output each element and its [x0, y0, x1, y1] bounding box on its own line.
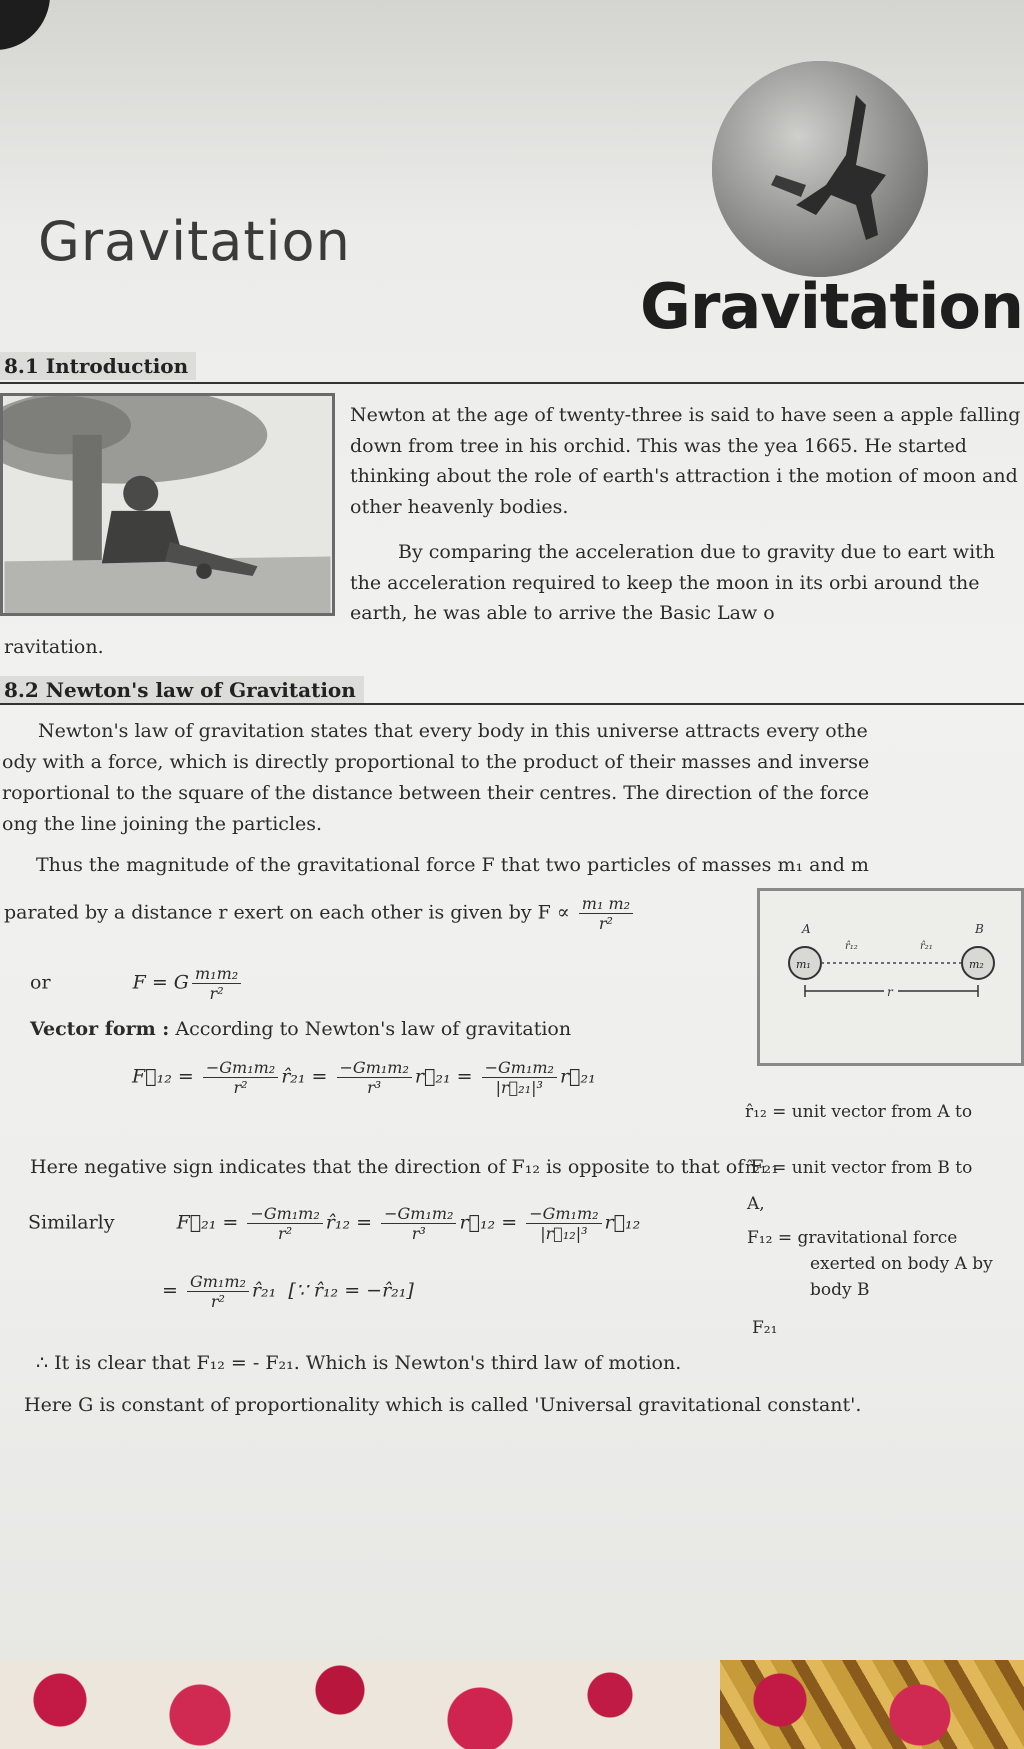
vector-form-line: Vector form : According to Newton's law of gravitation — [30, 1018, 572, 1040]
diagram-r: r — [887, 985, 893, 999]
note-r12-unit: r̂₁₂ = unit vector from A to — [745, 1102, 973, 1122]
section-heading-introduction: 8.1 Introduction — [0, 352, 196, 380]
law-line-3: roportional to the square of the distance between their centres. The direction of the force — [2, 782, 870, 804]
magnitude-line-2: parated by a distance r exert on each other is given by F ∝ $\frac{\text{m₁ m₂}}{\text{r²}}$ — [4, 894, 636, 933]
note-f21: F₂₁ — [752, 1318, 778, 1338]
g-constant-line: Here G is constant of proportionality which is called 'Universal gravitational constant'. — [24, 1394, 862, 1416]
diagram-r12: r̂₁₂ — [845, 941, 858, 952]
note-f12-def-2: exerted on body A by — [810, 1254, 993, 1274]
diagram-r21: r̂₂₁ — [920, 941, 933, 952]
law-line-2: ody with a force, which is directly proportional to the product of their masses and inverse — [2, 751, 870, 773]
similarly-formula: Similarly F⃗₂₁ = $\frac{\text{−Gm₁m₂}}{\text{r²}}$ r̂₁₂ = $\frac{\text{−Gm₁m₂}}{\text{r³}}$ r⃗₁₂ = $\frac{\text{−Gm₁m₂}}{\text{|r⃗₁₂|³}}$ r⃗₁₂ — [28, 1204, 641, 1243]
intro-paragraph-2: By comparing the acceleration due to gravity due to eart with the acceleration required to keep the moon in its orbi around the earth, he was able to arrive the Basic Law o — [350, 541, 996, 624]
diagram-mass-2: m₂ — [969, 958, 984, 971]
similarly-formula-continued: = $\frac{\text{Gm₁m₂}}{\text{r²}}$ r̂₂₁ [∵ r̂₁₂ = −r̂₂₁] — [162, 1272, 414, 1311]
note-a-comma: A, — [747, 1194, 765, 1214]
fabric-background-right — [720, 1660, 1024, 1749]
intro-paragraph-1: Newton at the age of twenty-three is said to have seen a apple falling down from tree in his orchid. This was the yea 1665. He started thinking about the role of earth's attraction i the motion of moon and other heavenly bodies. — [350, 404, 1021, 518]
intro-paragraph-2-end: ravitation. — [4, 636, 104, 658]
diagram-mass-1: m₁ — [796, 958, 811, 971]
section-heading-newtons-law: 8.2 Newton's law of Gravitation — [0, 676, 364, 704]
vector-formula-f12: F⃗₁₂ = $\frac{\text{−Gm₁m₂}}{\text{r²}}$ r̂₂₁ = $\frac{\text{−Gm₁m₂}}{\text{r³}}$ r⃗₂₁ = $\frac{\text{−Gm₁m₂}}{\text{|r⃗₂₁|³}}$ r⃗₂₁ — [132, 1058, 596, 1097]
newton-under-tree-image — [0, 393, 335, 616]
page-title: Gravitation — [640, 270, 1024, 343]
two-mass-diagram — [757, 888, 1024, 1066]
section-divider-2 — [0, 703, 1024, 705]
formula-scalar: or F = G $\frac{\text{m₁m₂}}{\text{r²}}$ — [30, 964, 244, 1003]
law-line-1: Newton's law of gravitation states that every body in this universe attracts every othe — [38, 720, 868, 742]
note-f12-def-1: F₁₂ = gravitational force — [747, 1228, 958, 1248]
magnitude-line-1: Thus the magnitude of the gravitational force F that two particles of masses m₁ and m — [36, 854, 869, 876]
law-line-4: ong the line joining the particles. — [2, 813, 323, 835]
diagram-label-b: B — [975, 922, 984, 936]
handwritten-title: Gravitation — [38, 210, 351, 273]
fabric-background — [0, 1660, 720, 1749]
falling-person-illustration — [706, 55, 934, 283]
diagram-label-a: A — [802, 922, 811, 936]
note-r21-unit: r̂₂₁ = unit vector from B to — [745, 1158, 973, 1178]
conclusion-line: ∴ It is clear that F₁₂ = - F₂₁. Which is Newton's third law of motion. — [36, 1352, 682, 1374]
note-f12-def-3: body B — [810, 1280, 870, 1300]
section-divider — [0, 382, 1024, 384]
negative-sign-line: Here negative sign indicates that the direction of F₁₂ is opposite to that of F₂₁ — [30, 1156, 779, 1178]
